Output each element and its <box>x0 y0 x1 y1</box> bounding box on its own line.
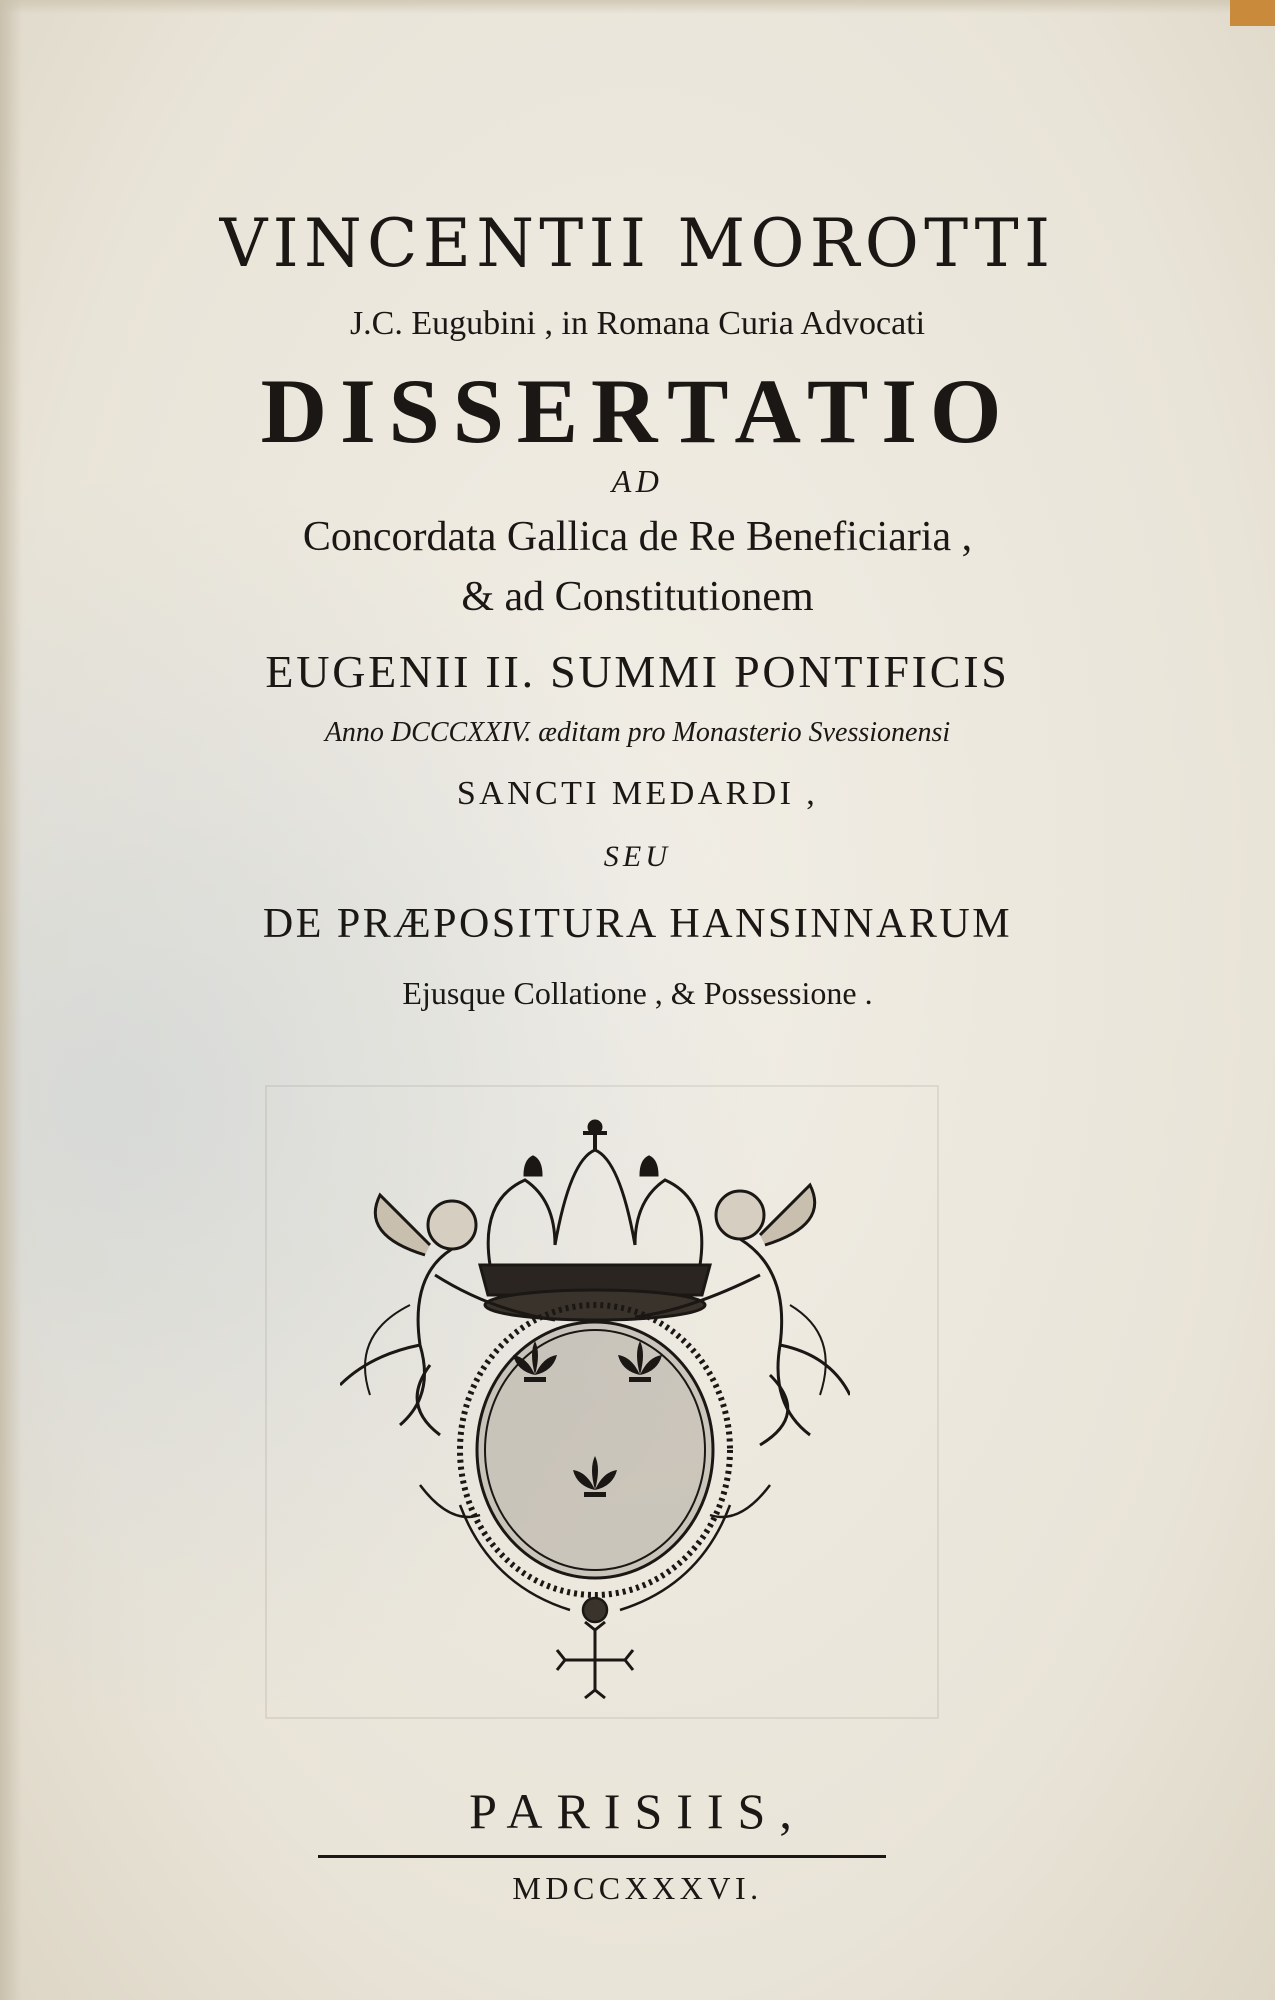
topic-line: DE PRÆPOSITURA HANSINNARUM <box>262 901 1013 947</box>
crown-icon <box>480 1120 710 1320</box>
ad-word: AD <box>611 463 664 499</box>
page-top-edge <box>0 0 1275 14</box>
subject-line-1: Concordata Gallica de Re Beneficiaria , <box>302 514 973 560</box>
imprint-place: PARISIIS, <box>469 1783 806 1839</box>
seu-word: SEU <box>603 840 672 873</box>
imprint-rule <box>318 1855 886 1858</box>
topic-subline: Ejusque Collatione , & Possessione . <box>402 975 873 1011</box>
saint-line: SANCTI MEDARDI , <box>456 775 819 812</box>
shield-icon <box>460 1305 730 1595</box>
corner-stain <box>1230 0 1275 26</box>
subject-line-2: & ad Constitutionem <box>461 574 814 620</box>
imprint-year: MDCCXXXVI. <box>512 1870 763 1906</box>
author-name: VINCENTII MOROTTI <box>219 205 1056 282</box>
author-description: J.C. Eugubini , in Romana Curia Advocati <box>349 305 926 342</box>
royal-arms-emblem <box>340 1105 850 1705</box>
edict-line: Anno DCCCXXIV. æditam pro Monasterio Svessionensi <box>324 717 951 748</box>
pope-line: EUGENII II. SUMMI PONTIFICIS <box>265 646 1010 697</box>
order-cross-icon <box>557 1622 633 1698</box>
work-title: DISSERTATIO <box>260 360 1015 462</box>
